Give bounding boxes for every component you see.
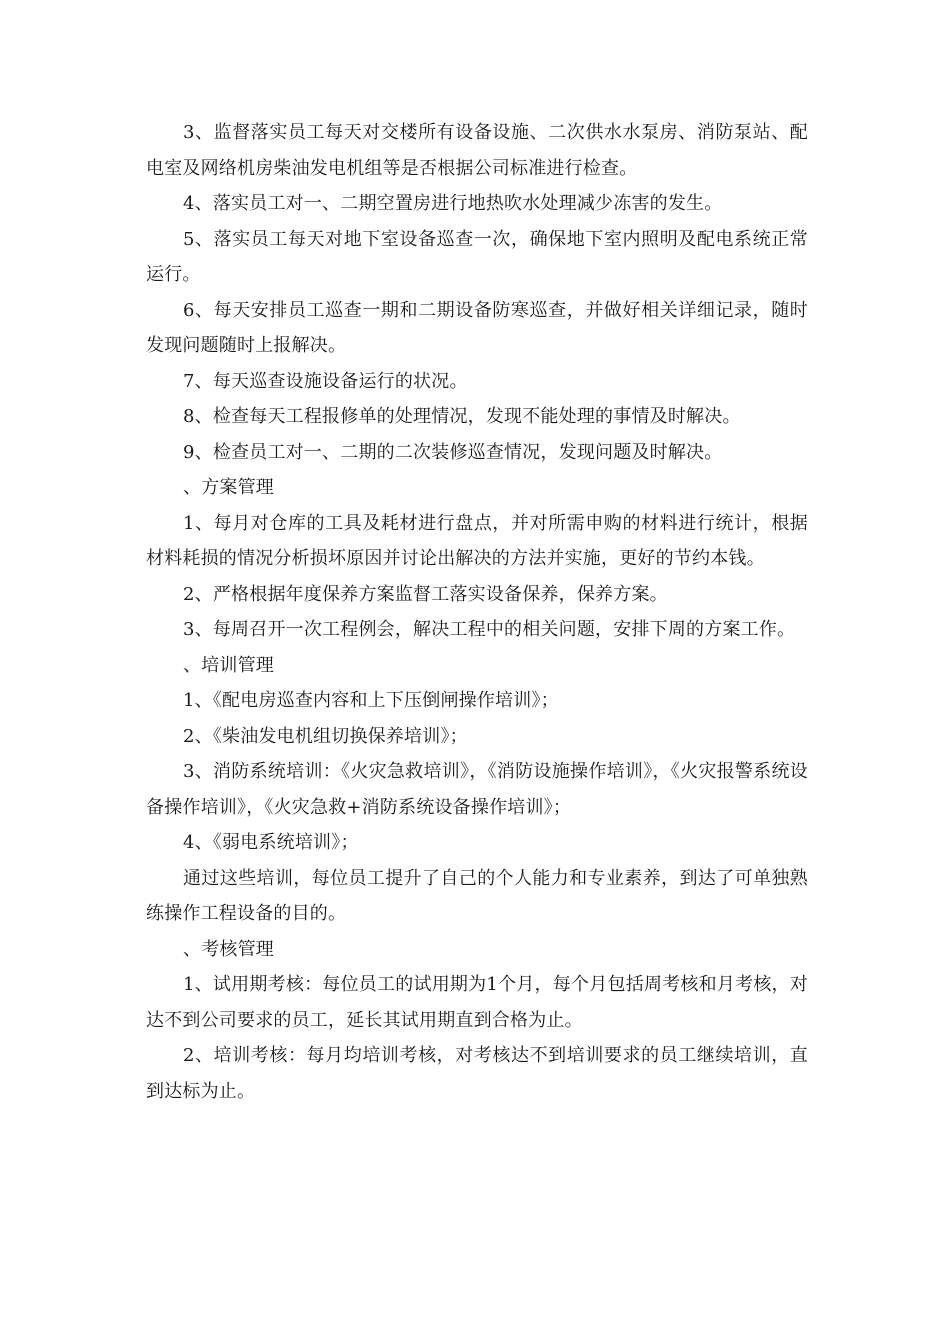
paragraph-training-1: 1、《配电房巡查内容和上下压倒闸操作培训》； — [183, 690, 559, 711]
paragraph-assessment-2: 2、培训考核：每月均培训考核，对考核达不到培训要求的员工继续培训，直到达标为止。 — [146, 1045, 808, 1102]
paragraph-inspection-6: 6、每天安排员工巡查一期和二期设备防寒巡查，并做好相关详细记录，随时发现问题随时上报解决。 — [146, 299, 808, 356]
paragraph-training-4: 4、《弱电系统培训》； — [183, 832, 359, 853]
paragraph-training-summary: 通过这些培训，每位员工提升了自己的个人能力和专业素养，到达了可单独熟练操作工程设备的目的。 — [146, 867, 808, 924]
paragraph-inspection-5: 5、落实员工每天对地下室设备巡查一次，确保地下室内照明及配电系统正常运行。 — [146, 228, 808, 285]
section-heading-assessment: 、考核管理 — [183, 938, 274, 960]
paragraph-inspection-4: 4、落实员工对一、二期空置房进行地热吹水处理减少冻害的发生。 — [183, 193, 723, 214]
paragraph-training-3: 3、消防系统培训：《火灾急救培训》，《消防设施操作培训》，《火灾报警系统设备操作培训》，《火灾急救+消防系统设备操作培训》； — [146, 761, 808, 818]
paragraph-plan-2: 2、严格根据年度保养方案监督工落实设备保养，保养方案。 — [183, 583, 668, 605]
paragraph-plan-3: 3、每周召开一次工程例会，解决工程中的相关问题，安排下周的方案工作。 — [183, 619, 796, 640]
paragraph-inspection-3: 3、监督落实员工每天对交楼所有设备设施、二次供水水泵房、消防泵站、配电室及网络机房柴油发电机组等是否根据公司标准进行检查。 — [146, 122, 808, 179]
document-body — [146, 115, 808, 1109]
section-heading-plan: 、方案管理 — [183, 477, 274, 498]
section-heading-training: 、培训管理 — [183, 654, 274, 676]
paragraph-inspection-9: 9、检查员工对一、二期的二次装修巡查情况，发现问题及时解决。 — [183, 441, 723, 463]
paragraph-inspection-8: 8、检查每天工程报修单的处理情况，发现不能处理的事情及时解决。 — [183, 406, 741, 427]
paragraph-assessment-1: 1、试用期考核：每位员工的试用期为1个月，每个月包括周考核和月考核，对达不到公司要求的员工，延长其试用期直到合格为止。 — [146, 974, 808, 1031]
paragraph-training-2: 2、《柴油发电机组切换保养培训》； — [183, 725, 468, 747]
paragraph-plan-1: 1、每月对仓库的工具及耗材进行盘点，并对所需申购的材料进行统计，根据材料耗损的情况分析损坏原因并讨论出解决的方法并实施，更好的节约本钱。 — [146, 512, 808, 569]
paragraph-inspection-7: 7、每天巡查设施设备运行的状况。 — [183, 370, 468, 392]
